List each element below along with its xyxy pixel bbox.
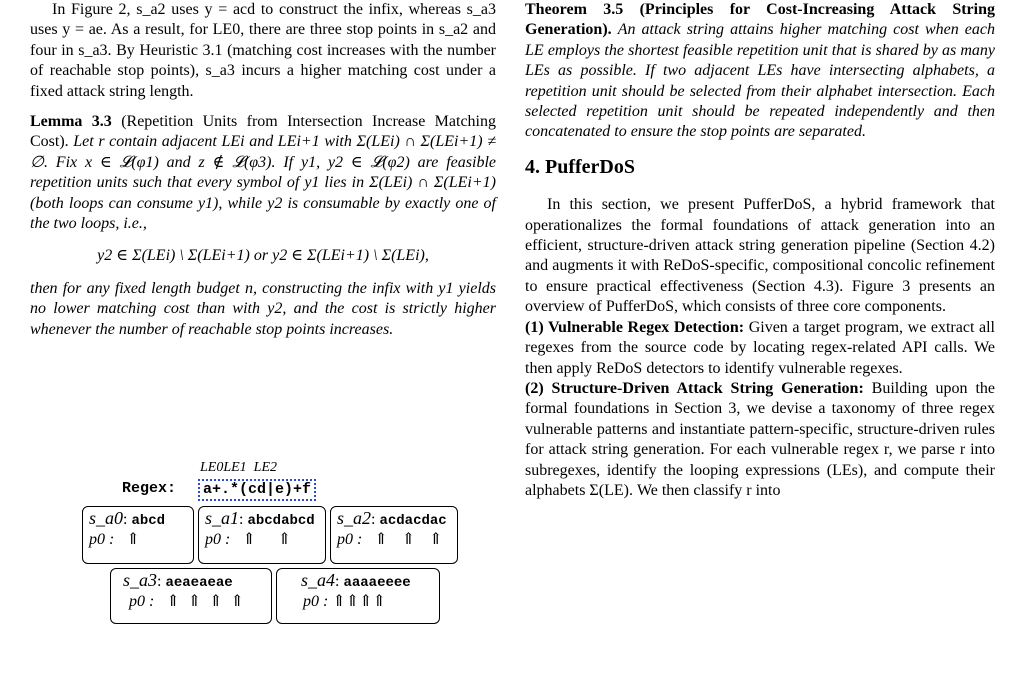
stop-point-label: p0 (129, 593, 145, 610)
string-box-sa4: s_a4: aaaaeeee p0 : ⇑⇑⇑⇑ (276, 568, 440, 624)
string-value: abcdabcd (247, 513, 315, 529)
string-name: s_a3 (123, 570, 158, 590)
lemma-body: Let r contain adjacent LEi and LEi+1 with Σ(LEi) ∩ Σ(LEi+1) ≠ ∅. Fix x ∈ 𝓛(φ1) and z ∉ 𝓛(φ3). If y1, y2 ∈ 𝓛(φ2) are feasible repetition units such that every symbol of y1 lies in Σ(LEi) ∩ Σ(LEi+1) (both loops can consume y1), while y2 is consumable by exactly one of the two loops, i.e., (30, 133, 497, 233)
stop-arrow-icon: ⇑ (429, 531, 443, 548)
component-2-body: Building upon the formal foundations in Section 3, we devise a taxonomy of three regex vulnerable patterns and instantiate pattern-specific, structure-driven rules for attack string generation. For each vulnerable regex r, we parse r into subregexes, identify the looping expressions (LEs), and compute their alphabets Σ(LE). We then classify r into (525, 379, 995, 499)
stop-arrow-icon: ⇑ (401, 531, 416, 548)
stop-point-label: p0 (337, 531, 353, 548)
stop-arrow-icon: ⇑ (166, 593, 180, 610)
component-1-title: (1) Vulnerable Regex Detection: (525, 318, 745, 336)
section-intro-paragraph: In this section, we present PufferDoS, a hybrid framework that operationalizes the formal foundations of attack generation into an efficient, structure-driven attack string generation pipeline (Section 4.2) and augments it with ReDoS-specific, compositional concolic refinement to ensure practical effectiveness (Section 4.3). Figure 3 presents an overview of PufferDoS, which consists of three core components. (525, 196, 995, 316)
regex-label: Regex: (122, 480, 177, 497)
stop-arrow-icon: ⇑ (230, 593, 244, 610)
stop-arrow-icon: ⇑ (126, 531, 140, 548)
stop-arrow-icon: ⇑ (209, 593, 223, 610)
stop-point-label: p0 (89, 531, 105, 548)
stop-arrow-icon: ⇑ (372, 593, 386, 610)
theorem-body: An attack string attains higher matching cost when each LE employs the shortest feasible repetition unit that is shared by as many LEs as possible. If two adjacent LEs have intersecting alphabets, a repetition unit should be selected from their alphabet intersection. Each selected repetition unit should be repeated independently and then concatenated to ensure the stop points are separated. (525, 21, 996, 141)
string-name: s_a4 (301, 570, 336, 590)
string-value: aeaeaeae (165, 575, 233, 591)
string-name: s_a2 (337, 508, 372, 528)
string-box-sa0: s_a0: abcd p0 : ⇑ (82, 506, 194, 564)
string-name: s_a1 (205, 508, 240, 528)
string-value: acdacdac (379, 513, 447, 529)
string-box-sa1: s_a1: abcdabcd p0 : ⇑ ⇑ (198, 506, 326, 564)
stop-arrow-icon: ⇑ (332, 593, 346, 610)
string-box-sa3: s_a3: aeaeaeae p0 : ⇑ ⇑ ⇑ ⇑ (110, 568, 272, 624)
stop-arrow-icon: ⇑ (277, 531, 292, 548)
stop-arrow-icon: ⇑ (345, 593, 360, 610)
string-value: abcd (131, 513, 166, 529)
component-1-body: Given a target program, we extract all regexes from the source code by locating regex-related API calls. We then apply ReDoS detectors to identify vulnerable regexes. (525, 318, 996, 377)
string-value: aaaaeeee (343, 575, 411, 591)
lemma-conclusion: then for any fixed length budget n, constructing the infix with y1 yields no lower matching cost than with y2, and the cost is strictly higher whenever the number of reachable stop points increases. (30, 279, 496, 338)
stop-point-label: p0 (205, 531, 221, 548)
left-column (30, 0, 496, 340)
theorem-3-5 (525, 0, 995, 143)
stop-arrow-icon: ⇑ (242, 531, 256, 548)
lemma-title: Lemma 3.3 (30, 113, 112, 131)
theorem-name: (Principles for Cost-Increasing Attack String Generation). (525, 1, 995, 39)
component-2-title: (2) Structure-Driven Attack String Generation: (525, 379, 864, 397)
component-2 (525, 379, 995, 501)
lemma-name: (Repetition Units from Intersection Increase Matching Cost). (30, 113, 497, 151)
component-1 (525, 318, 995, 379)
lemma-3-3 (30, 112, 496, 234)
lemma-equation: y2 ∈ Σ(LEi) \ Σ(LEi+1) or y2 ∈ Σ(LEi+1) \ Σ(LEi), (97, 247, 429, 265)
stop-point-label: p0 (303, 593, 319, 610)
right-column (525, 0, 995, 501)
paragraph-figure2-discussion: In Figure 2, s_a2 uses y = acd to construct the infix, whereas s_a3 uses y = ae. As a result, for LE0, there are three stop points in s_a2 and four in s_a3. By Heuristic 3.1 (matching cost increases with the number of reachable stop points), s_a3 incurs a higher matching cost under a fixed attack string length. (30, 1, 496, 100)
theorem-title: Theorem 3.5 (525, 1, 624, 18)
le-labels: LE0LE1 LE2 (200, 460, 278, 475)
stop-arrow-icon: ⇑ (359, 593, 373, 610)
regex-box: a+.*(cd|e)+f (198, 479, 316, 501)
string-box-sa2: s_a2: acdacdac p0 : ⇑ ⇑ ⇑ (330, 506, 458, 564)
section-heading: 4. PufferDoS (525, 155, 635, 178)
stop-arrow-icon: ⇑ (187, 593, 202, 610)
stop-arrow-icon: ⇑ (374, 531, 388, 548)
string-name: s_a0 (89, 508, 124, 528)
figure-2 (82, 456, 447, 668)
